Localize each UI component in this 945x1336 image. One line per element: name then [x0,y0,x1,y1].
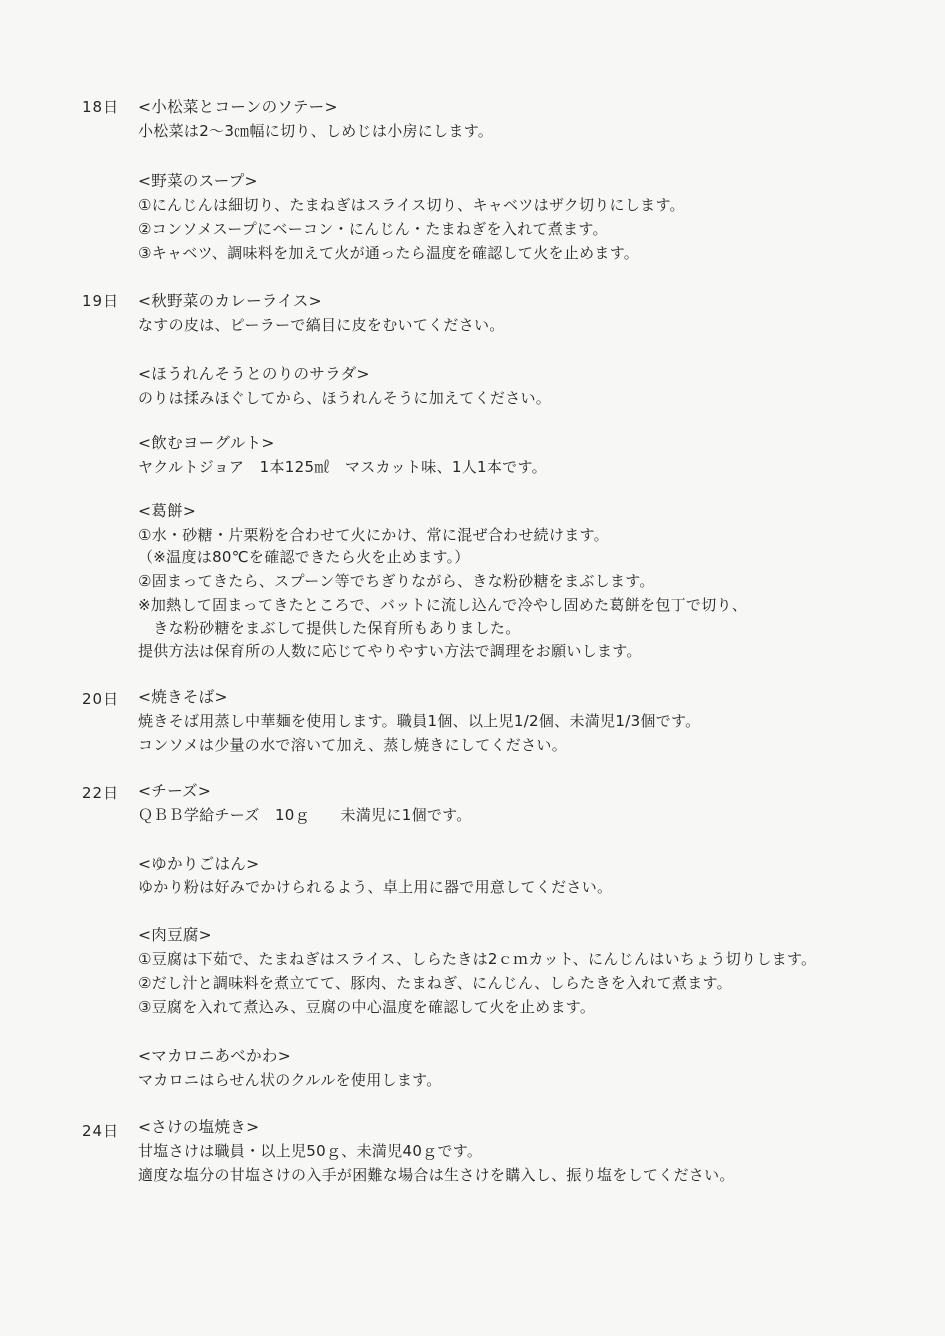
dish-title: <さけの塩焼き> [138,1118,260,1136]
day-label: 18日 [82,98,120,116]
day-label: 19日 [82,292,120,310]
dish-title: <焼きそば> [138,688,228,706]
dish-note: ①豆腐は下茹で、たまねぎはスライス、しらたきは2ｃｍカット、にんじんはいちょう切りします。 [138,950,817,968]
dish-title: <ゆかりごはん> [138,855,260,873]
dish-title: <マカロニあべかわ> [138,1047,291,1065]
dish-title: <小松菜とコーンのソテー> [138,98,338,116]
dish-note: きな粉砂糖をまぶして提供した保育所もありました。 [138,619,521,637]
dish-title: <チーズ> [138,782,212,800]
dish-note: コンソメは少量の水で溶いて加え、蒸し焼きにしてください。 [138,736,568,754]
dish-note: ③豆腐を入れて煮込み、豆腐の中心温度を確認して火を止めます。 [138,998,596,1016]
dish-note: ゆかり粉は好みでかけられるよう、卓上用に器で用意してください。 [138,878,613,896]
dish-note: ③キャベツ、調味料を加えて火が通ったら温度を確認して火を止めます。 [138,244,640,262]
dish-title: <葛餅> [138,502,197,520]
dish-note: 甘塩さけは職員・以上児50ｇ、未満児40ｇです。 [138,1142,483,1160]
dish-note: ②固まってきたら、スプーン等でちぎりながら、きな粉砂糖をまぶします。 [138,572,655,590]
dish-title: <秋野菜のカレーライス> [138,292,322,310]
dish-note: ①水・砂糖・片栗粉を合わせて火にかけ、常に混ぜ合わせ続けます。 [138,526,609,544]
dish-note: ＱＢＢ学給チーズ 10ｇ 未満児に1個です。 [138,806,472,824]
dish-note: ①にんじんは細切り、たまねぎはスライス切り、キャベツはザク切りにします。 [138,196,685,214]
dish-note: 適度な塩分の甘塩さけの入手が困難な場合は生さけを購入し、振り塩をしてください。 [138,1166,735,1184]
dish-note: 提供方法は保育所の人数に応じてやりやすい方法で調理をお願いします。 [138,642,642,660]
dish-note: なすの皮は、ピーラーで縞目に皮をむいてください。 [138,316,505,334]
day-label: 22日 [82,784,120,802]
dish-note: ②だし汁と調味料を煮立てて、豚肉、たまねぎ、にんじん、しらたきを入れて煮ます。 [138,974,732,992]
dish-title: <肉豆腐> [138,926,212,944]
day-label: 20日 [82,690,120,708]
dish-note: マカロニはらせん状のクルルを使用します。 [138,1071,442,1089]
dish-note: 焼きそば用蒸し中華麺を使用します。職員1個、以上児1/2個、未満児1/3個です。 [138,712,701,730]
dish-note: 小松菜は2～3㎝幅に切り、しめじは小房にします。 [138,122,494,140]
dish-title: <野菜のスープ> [138,172,258,190]
dish-note: ※加熱して固まってきたところで、バットに流し込んで冷やし固めた葛餅を包丁で切り、 [138,596,748,614]
dish-note: （※温度は80℃を確認できたら火を止めます。） [138,548,470,566]
dish-note: のりは揉みほぐしてから、ほうれんそうに加えてください。 [138,389,552,407]
dish-title: <飲むヨーグルト> [138,434,275,452]
dish-title: <ほうれんそうとのりのサラダ> [138,365,370,383]
day-label: 24日 [82,1122,120,1140]
dish-note: ヤクルトジョア 1本125㎖ マスカット味、1人1本です。 [138,458,547,476]
dish-note: ②コンソメスープにベーコン・にんじん・たまねぎを入れて煮ます。 [138,220,608,238]
